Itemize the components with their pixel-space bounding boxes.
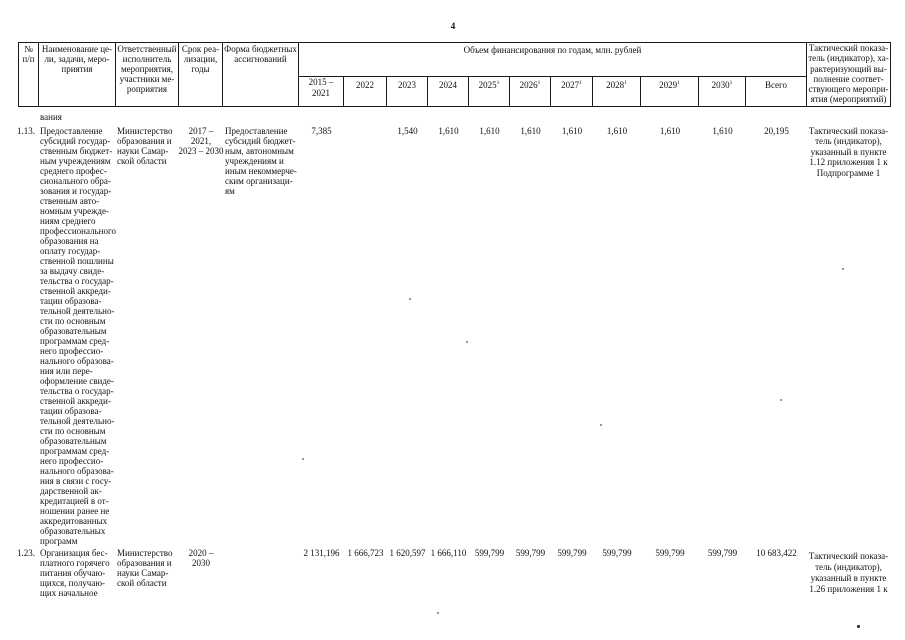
value-2026: 599,799 bbox=[515, 548, 546, 558]
scan-speck bbox=[857, 625, 860, 628]
row-form: Предоставление субсидий бюджет- ным, автономным учреждениям и иным некоммерче- ским организаци- ям bbox=[225, 126, 297, 196]
table-header bbox=[18, 42, 891, 107]
value-2028: 1,610 bbox=[606, 126, 628, 136]
value-2015-2021: 7,385 bbox=[311, 126, 332, 136]
header-year-2026 bbox=[510, 77, 551, 107]
row-responsible: Министерство образования и науки Самар- ской области bbox=[117, 126, 173, 166]
row-number: 1.23. bbox=[17, 548, 35, 558]
value-2025: 1,610 bbox=[479, 126, 500, 136]
value-2022: 1 666,723 bbox=[347, 548, 384, 558]
header-year-2029 bbox=[641, 77, 699, 107]
header-term: Срок реа- лизации, годы bbox=[179, 43, 223, 107]
header-year-2015-2021: 2015 – 2021 bbox=[299, 77, 344, 107]
footnote-mark: 1 bbox=[677, 80, 680, 86]
footnote-mark: 1 bbox=[496, 80, 500, 86]
scan-speck bbox=[600, 424, 602, 426]
page-number: 4 bbox=[450, 21, 456, 31]
header-form: Форма бюджетных ассигнований bbox=[223, 43, 299, 107]
scan-speck bbox=[780, 399, 782, 401]
header-name: Наименование це- ли, задачи, меро- приятия bbox=[39, 43, 116, 107]
value-2027: 599,799 bbox=[557, 548, 587, 558]
value-2029: 1,610 bbox=[659, 126, 681, 136]
header-indicator: Тактический показа- тель (индикатор), ха- рактеризующий вы- полнение соответ- ствующего меропри- ятия (мероприятий) bbox=[807, 43, 891, 107]
value-2015-2021: 2 131,196 bbox=[303, 548, 340, 558]
header-num: № п/п bbox=[19, 43, 39, 107]
header-year-2030 bbox=[699, 77, 746, 107]
scan-speck bbox=[466, 341, 468, 343]
year-label: 2029 bbox=[659, 80, 678, 90]
row-name: Организация бес- платного горячего питания обучаю- щихся, получаю- щих начальное bbox=[40, 548, 110, 598]
header-funding: Объем финансирования по годам, млн. рублей bbox=[299, 43, 807, 77]
year-label: 2030 bbox=[711, 80, 730, 90]
row-name: Предоставление субсидий государ- ственным бюджет- ным учреждениям среднего профес- сионального обра- зования и государ- ственным авто- номным учрежде- ниям среднего профессионального образования на оплату государ- ственной пошлины за выдачу свиде- тельства о государ- ственной аккреди- тации образова- тельной деятельно- сти по основным образовательным программам сред- него профессио- нального образова- ния или пере- оформление свиде- тельства о государ- ственной аккреди- тации образова- тельной деятельно- сти по основным образовательным программам сред- него профессио- нального образова- ния в связи с госу- дарственной ак- кредитацией в от- ношении ранее не аккредитованных образовательных программ bbox=[40, 126, 116, 546]
scan-speck bbox=[437, 612, 439, 614]
header-year-2027 bbox=[551, 77, 593, 107]
value-2024: 1 666,110 bbox=[430, 548, 467, 558]
year-label: 2025 bbox=[478, 80, 497, 90]
row-term: 2020 – 2030 bbox=[188, 548, 214, 568]
value-2024: 1,610 bbox=[438, 126, 459, 136]
scan-speck bbox=[842, 268, 844, 270]
value-2030: 1,610 bbox=[712, 126, 733, 136]
value-2030: 599,799 bbox=[707, 548, 738, 558]
value-total: 20,195 bbox=[764, 126, 789, 136]
header-year-2022: 2022 bbox=[344, 77, 387, 107]
header-year-2028 bbox=[593, 77, 641, 107]
row-term: 2017 – 2021, 2023 – 2030 bbox=[178, 126, 224, 156]
value-total: 10 683,422 bbox=[756, 548, 797, 558]
value-2029: 599,799 bbox=[655, 548, 685, 558]
footnote-mark: 1 bbox=[537, 80, 541, 86]
row-indicator: Тактический показа- тель (индикатор), указанный в пункте 1.12 приложения 1 к Подпрограмме 1 bbox=[808, 126, 889, 178]
year-label: 2026 bbox=[519, 80, 538, 90]
header-total: Всего bbox=[746, 77, 807, 107]
year-label: 2028 bbox=[606, 80, 625, 90]
header-year-2024: 2024 bbox=[428, 77, 469, 107]
header-year-2025 bbox=[469, 77, 510, 107]
value-2023: 1,540 bbox=[397, 126, 418, 136]
table-row bbox=[0, 548, 905, 598]
value-2026: 1,610 bbox=[520, 126, 541, 136]
header-responsible: Ответственный исполнитель мероприятия, участники ме- роприятия bbox=[116, 43, 179, 107]
value-2027: 1,610 bbox=[561, 126, 583, 136]
footnote-mark: 1 bbox=[729, 80, 733, 86]
value-2025: 599,799 bbox=[474, 548, 505, 558]
footnote-mark: 1 bbox=[624, 80, 627, 86]
row-indicator: Тактический показа- тель (индикатор), указанный в пункте 1.26 приложения 1 к bbox=[808, 551, 889, 594]
table-row bbox=[0, 126, 905, 546]
scan-speck bbox=[302, 458, 304, 460]
header-year-2023: 2023 bbox=[387, 77, 428, 107]
year-label: 2027 bbox=[561, 80, 580, 90]
row-number: 1.13. bbox=[17, 126, 35, 136]
value-2023: 1 620,597 bbox=[389, 548, 426, 558]
continuation-text: вания bbox=[40, 112, 62, 122]
row-responsible: Министерство образования и науки Самар- ской области bbox=[117, 548, 173, 588]
scan-speck bbox=[409, 298, 411, 300]
footnote-mark: 1 bbox=[579, 80, 582, 86]
value-2028: 599,799 bbox=[602, 548, 632, 558]
